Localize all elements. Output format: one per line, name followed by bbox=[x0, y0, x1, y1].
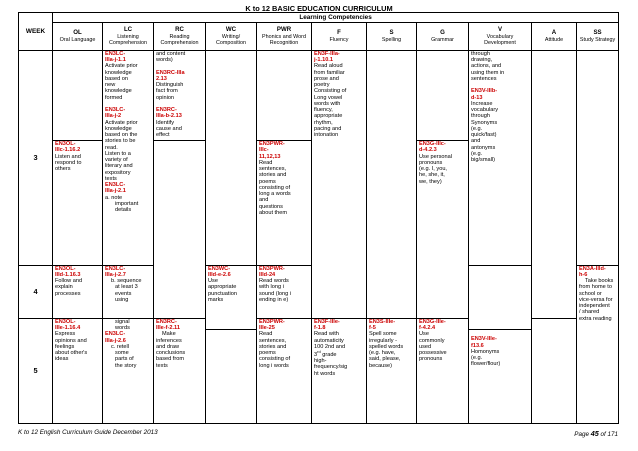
pwr-cell-week4: EN3PWR- IIId-24 Read words with long i sound (long i ending in e) bbox=[257, 265, 312, 318]
col-header-pwr: PWR Phonics and Word Recognition bbox=[257, 23, 312, 51]
v-cell-week5: EN3V-IIIe- f13.6 Homonyms (e.g. flower/flour) bbox=[469, 330, 532, 424]
col-header-f: F Fluency bbox=[312, 23, 367, 51]
ol-continuation bbox=[53, 50, 103, 140]
a-cell-week3 bbox=[532, 141, 577, 319]
ss-cell-week3 bbox=[577, 141, 619, 266]
footer-page-number: Page 45 of 171 bbox=[574, 429, 618, 438]
curriculum-table bbox=[18, 12, 619, 424]
lc-cell-week4: EN3LC- IIIa-j-2.7 b. sequence at least 3 events using bbox=[103, 265, 154, 318]
ol-cell-week5: EN3OL- IIIe-1.16.4 Express opinions and feelings about other's ideas bbox=[53, 318, 103, 423]
week-4: 4 bbox=[19, 265, 53, 318]
rc-cell-week5: EN3RC- IIIe-f-2.11 Make inferences and draw conclusions based from texts bbox=[154, 318, 206, 423]
ol-cell-week4: EN3OL- IIId-1.16.3 Follow and explain processes bbox=[53, 265, 103, 318]
a-continuation bbox=[532, 50, 577, 140]
a-cell-week5 bbox=[532, 318, 577, 423]
col-header-wc: WC Writing/ Composition bbox=[206, 23, 257, 51]
v-cell-week3: through drawing, actions, and using them in sentences EN3V-IIIb- d-13 Increase vocabulary through Synonyms (e.g. quick/fast) and antonyms (e.g. big/small) bbox=[469, 50, 532, 265]
wc-cell-week5 bbox=[206, 330, 257, 424]
f-cell-top: EN3F-IIIa- j-1.10.1 Read aloud from familiar prose and poetry Consisting of Long vowel words with fluency, appropriate rhythm, pacing and intonation bbox=[312, 50, 367, 318]
v-cell-week4 bbox=[469, 265, 532, 329]
wc-cell-week4: EN3WC- IIId-e-2.6 Use appropriate punctuation marks bbox=[206, 265, 257, 329]
pwr-cell-week3: EN3PWR- IIIc- 11,12,13 Read sentences, stories and poems consisting of long a words and questions about them bbox=[257, 141, 312, 266]
lc-cell-week3: EN3LC- IIIa-j-1.1 Activate prior knowledge based on new knowledge formed EN3LC- IIIa-j-2 Activate prior knowledge based on the stories to be read. Listen to a variety of literary and expository texts EN3LC- IIIa-j-2.1 a. note important details bbox=[103, 50, 154, 265]
pwr-continuation bbox=[257, 50, 312, 140]
rc-cell-top: and content words) EN3RC-IIIa 2.13 Distinguish fact from opinion EN3RC- IIIa-b-2.13 Identify cause and effect bbox=[154, 50, 206, 140]
f-cell-week5: EN3F-IIIe- f-1.8 Read with automaticity 100 2nd and 3rd grade high- frequency/sig ht words bbox=[312, 318, 367, 423]
g-continuation bbox=[417, 50, 469, 140]
week-3: 3 bbox=[19, 50, 53, 265]
document-title: K to 12 BASIC EDUCATION CURRICULUM bbox=[245, 4, 393, 13]
col-header-s: S Spelling bbox=[367, 23, 417, 51]
col-header-lc: LC Listening Comprehension bbox=[103, 23, 154, 51]
column-header-row bbox=[19, 23, 619, 51]
s-cell-top bbox=[367, 50, 417, 318]
col-header-g: G Grammar bbox=[417, 23, 469, 51]
col-header-v: V Vocabulary Development bbox=[469, 23, 532, 51]
ol-cell-week3: EN3OL- IIIc-1.16.2 Listen and respond to others bbox=[53, 141, 103, 266]
competencies-header: Learning Competencies bbox=[53, 13, 619, 23]
col-header-ss: SS Study Strategy bbox=[577, 23, 619, 51]
footer-guide-title: K to 12 English Curriculum Guide December 2013 bbox=[18, 429, 158, 436]
week-header: WEEK bbox=[19, 13, 53, 51]
wc-cell-week3 bbox=[206, 141, 257, 266]
wc-continuation bbox=[206, 50, 257, 140]
ss-continuation bbox=[577, 50, 619, 140]
ss-cell-week4: EN3A-IIId- h-6 Take books from home to school or vice-versa for independent / shared extra reading bbox=[577, 265, 619, 423]
g-cell-week3: EN3G-IIIc- d-4.2.3 Use personal pronouns (e.g. I, you, he, she, it, we, they) bbox=[417, 141, 469, 319]
g-cell-week5: EN3G-IIIe- f-4.2.4 Use commonly used possessive pronouns bbox=[417, 318, 469, 423]
week-5: 5 bbox=[19, 318, 53, 423]
col-header-ol: OL Oral Language bbox=[53, 23, 103, 51]
col-header-rc: RC Reading Comprehension bbox=[154, 23, 206, 51]
lc-cell-week5: signal words EN3LC- IIIa-j-2.6 c. retell some parts of the story bbox=[103, 318, 154, 423]
rc-cell-empty bbox=[154, 141, 206, 319]
col-header-a: A Attitude bbox=[532, 23, 577, 51]
pwr-cell-week5: EN3PWR- IIIe-25 Read sentences, stories and poems consisting of long i words bbox=[257, 318, 312, 423]
s-cell-week5: EN3S-IIIe- f-5 Spell some irregularly - spelled words (e.g. have, said, please, because) bbox=[367, 318, 417, 423]
